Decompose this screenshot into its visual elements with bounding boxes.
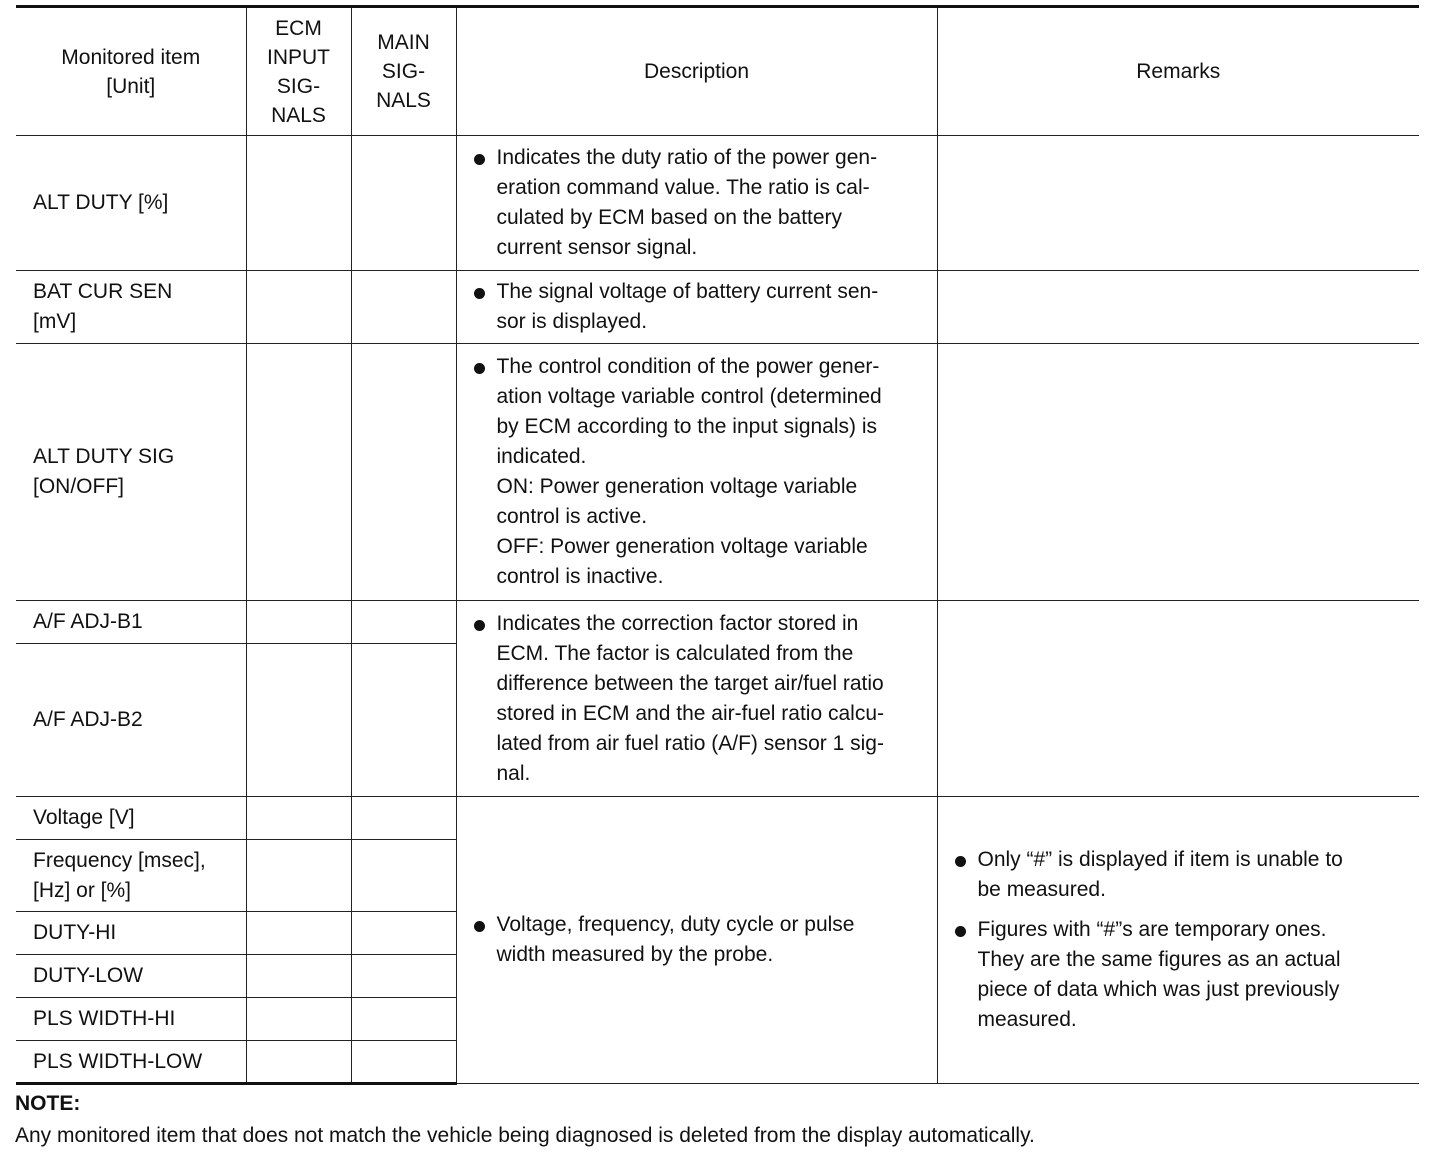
ecm-input-cell (246, 1041, 351, 1084)
item-alt-duty-sig: ALT DUTY SIG [ON/OFF] (16, 344, 246, 601)
remark-bullet: Figures with “#”s are temporary ones. They are the same figures as an actual piece of data which was just previously measured. (954, 915, 1400, 1035)
table-row (16, 136, 1419, 271)
main-signal-cell (351, 840, 456, 912)
item-af-adj-b2: A/F ADJ-B2 (16, 644, 246, 797)
item-alt-duty: ALT DUTY [%] (16, 136, 246, 271)
main-signal-cell (351, 998, 456, 1041)
item-pls-width-low: PLS WIDTH-LOW (16, 1041, 246, 1084)
item-duty-low: DUTY-LOW (16, 955, 246, 998)
description-bullet: Indicates the correction factor stored in ECM. The factor is calculated from the difference between the target air/fuel ratio stored in ECM and the air-fuel ratio calcu- lated from air fuel ratio (A/F) sensor 1 sig- nal. (473, 609, 931, 789)
main-signal-cell (351, 136, 456, 271)
header-ecm-input-signals: ECM INPUT SIG- NALS (246, 7, 351, 136)
ecm-input-cell (246, 601, 351, 644)
description-bullet: The control condition of the power gener- ation voltage variable control (determined by ECM according to the input signals) is indicated. ON: Power generation voltage variable control is active. OFF: Power generation voltage variable control is inactive. (473, 352, 931, 592)
note-block (15, 1088, 1035, 1152)
item-bat-cur-sen: BAT CUR SEN [mV] (16, 271, 246, 344)
ecm-input-cell (246, 644, 351, 797)
remarks-cell (937, 271, 1419, 344)
description-cell (456, 344, 937, 601)
remarks-cell (937, 344, 1419, 601)
header-description: Description (456, 7, 937, 136)
ecm-input-cell (246, 912, 351, 955)
main-signal-cell (351, 797, 456, 840)
header-remarks: Remarks (937, 7, 1419, 136)
remarks-cell (937, 136, 1419, 271)
main-signal-cell (351, 912, 456, 955)
table-row (16, 344, 1419, 601)
table-row (16, 271, 1419, 344)
remarks-cell (937, 601, 1419, 797)
main-signal-cell (351, 644, 456, 797)
main-signal-cell (351, 1041, 456, 1084)
ecm-input-cell (246, 955, 351, 998)
ecm-input-cell (246, 797, 351, 840)
item-af-adj-b1: A/F ADJ-B1 (16, 601, 246, 644)
header-monitored-item: Monitored item [Unit] (16, 7, 246, 136)
header-main-signals: MAIN SIG- NALS (351, 7, 456, 136)
main-signal-cell (351, 271, 456, 344)
main-signal-cell (351, 955, 456, 998)
table-header-row (16, 7, 1419, 136)
main-signal-cell (351, 344, 456, 601)
remark-bullet: Only “#” is displayed if item is unable to be measured. (954, 845, 1400, 905)
item-duty-hi: DUTY-HI (16, 912, 246, 955)
description-bullet: Voltage, frequency, duty cycle or pulse width measured by the probe. (473, 910, 931, 970)
item-pls-width-hi: PLS WIDTH-HI (16, 998, 246, 1041)
remarks-cell (937, 797, 1419, 1084)
ecm-input-cell (246, 271, 351, 344)
description-cell (456, 797, 937, 1084)
item-voltage: Voltage [V] (16, 797, 246, 840)
ecm-input-cell (246, 136, 351, 271)
monitor-items-table (16, 5, 1419, 1085)
main-signal-cell (351, 601, 456, 644)
description-cell (456, 271, 937, 344)
ecm-input-cell (246, 840, 351, 912)
table-row (16, 601, 1419, 644)
description-bullet: Indicates the duty ratio of the power gen- eration command value. The ratio is cal- culated by ECM based on the battery current sensor signal. (473, 143, 931, 263)
description-bullet: The signal voltage of battery current sen- sor is displayed. (473, 277, 931, 337)
item-frequency: Frequency [msec], [Hz] or [%] (16, 840, 246, 912)
note-text: Any monitored item that does not match the vehicle being diagnosed is deleted from the display automatically. (15, 1124, 1035, 1147)
ecm-input-cell (246, 998, 351, 1041)
note-title: NOTE: (15, 1092, 81, 1115)
ecm-input-cell (246, 344, 351, 601)
table-row (16, 797, 1419, 840)
description-cell (456, 601, 937, 797)
description-cell (456, 136, 937, 271)
